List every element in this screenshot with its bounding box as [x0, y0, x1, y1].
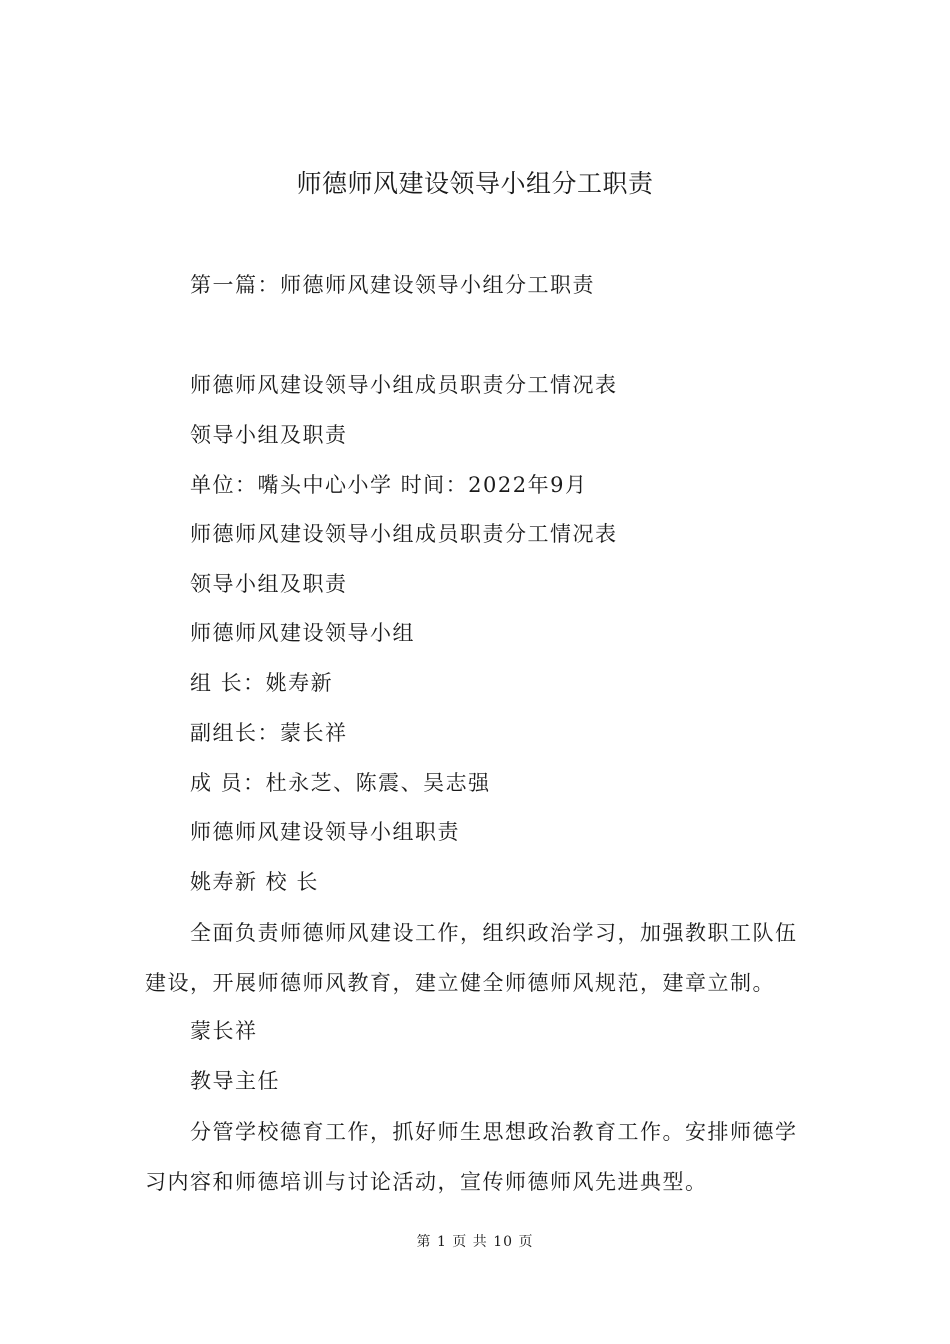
unit-time-line: 单位：嘴头中心小学 时间：2022年9月	[190, 473, 588, 497]
text-line: 领导小组及职责	[190, 423, 348, 447]
text-line: 师德师风建设领导小组	[190, 621, 415, 645]
document-title: 师德师风建设领导小组分工职责	[296, 169, 654, 198]
leader-line: 组 长：姚寿新	[190, 671, 334, 695]
page-number-footer: 第 1 页 共 10 页	[416, 1234, 534, 1250]
principal-duty-paragraph: 全面负责师德师风建设工作，组织政治学习，加强教职工队伍建设，开展师德师风教育，建立健全师德师风规范，建章立制。	[145, 921, 798, 995]
text-line: 领导小组及职责	[190, 572, 348, 596]
text-line: 师德师风建设领导小组成员职责分工情况表	[190, 522, 618, 546]
text-line: 蒙长祥	[190, 1019, 258, 1043]
text-line: 教导主任	[190, 1069, 280, 1093]
director-duty-paragraph: 分管学校德育工作，抓好师生思想政治教育工作。安排师德学习内容和师德培训与讨论活动，宣传师德师风先进典型。	[145, 1120, 798, 1194]
members-line: 成 员：杜永芝、陈震、吴志强	[190, 771, 491, 795]
deputy-leader-line: 副组长：蒙长祥	[190, 721, 348, 745]
text-line: 师德师风建设领导小组职责	[190, 820, 460, 844]
principal-line: 姚寿新 校 长	[190, 870, 319, 894]
section-heading: 第一篇：师德师风建设领导小组分工职责	[190, 273, 595, 297]
text-line: 师德师风建设领导小组成员职责分工情况表	[190, 373, 618, 397]
